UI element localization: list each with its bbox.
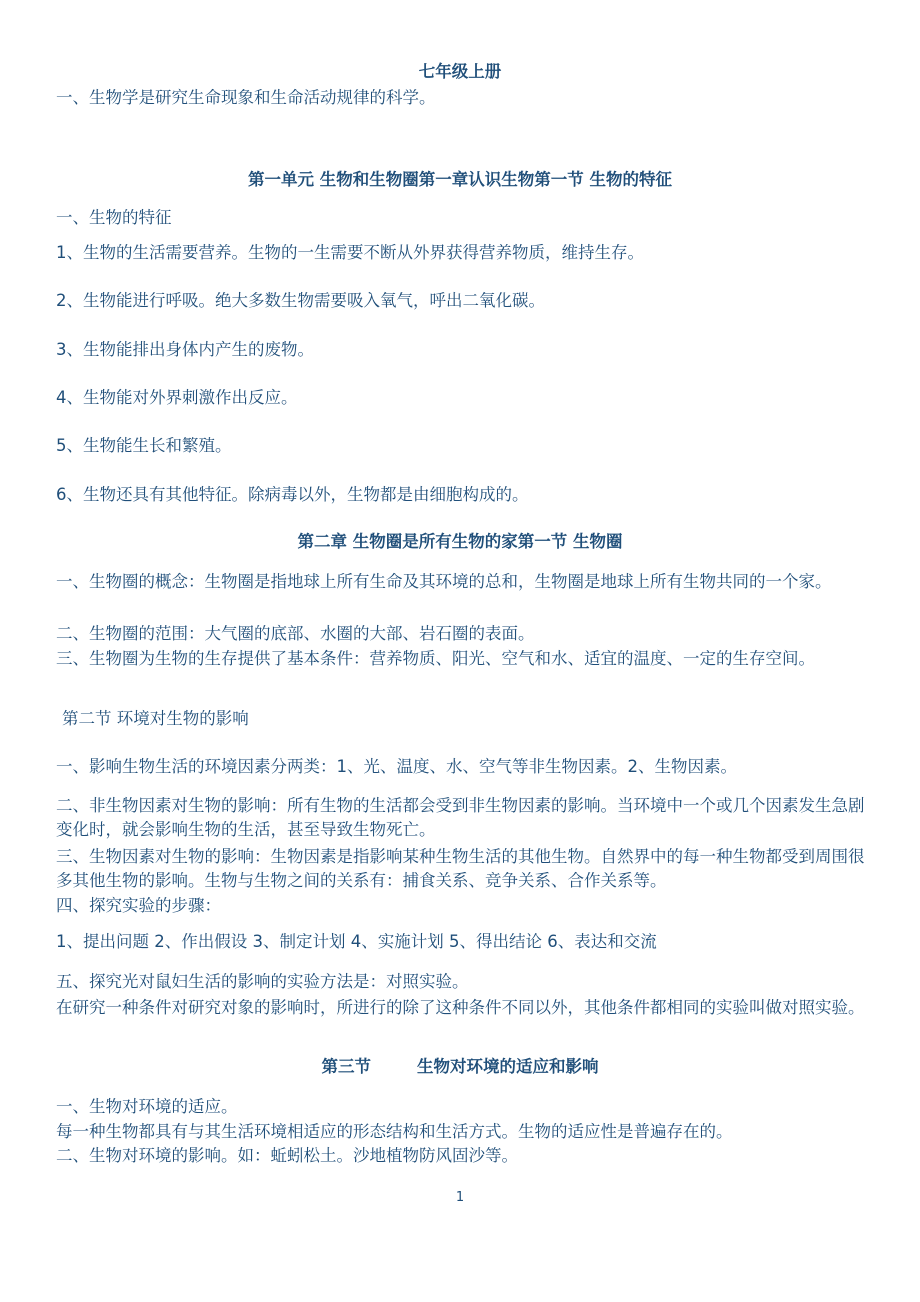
list-item: 5、生物能生长和繁殖。 [56, 436, 232, 455]
section2-paragraph-5: 1、提出问题 2、作出假设 3、制定计划 4、实施计划 5、得出结论 6、表达和交流 [56, 932, 657, 951]
list-item: 2、生物能进行呼吸。绝大多数生物需要吸入氧气，呼出二氧化碳。 [56, 291, 545, 310]
section2-heading: 第二节 环境对生物的影响 [62, 709, 249, 728]
section3-heading: 第三节 生物对环境的适应和影响 [321, 1057, 599, 1076]
section3-paragraph-2: 每一种生物都具有与其生活环境相适应的形态结构和生活方式。生物的适应性是普遍存在的。 [56, 1122, 733, 1141]
unit1-subheading: 一、生物的特征 [56, 208, 172, 227]
page-title: 七年级上册 [418, 62, 502, 81]
chapter2-paragraph-1: 一、生物圈的概念：生物圈是指地球上所有生命及其环境的总和，生物圈是地球上所有生物共同的一个家。 [56, 572, 832, 591]
list-item: 6、生物还具有其他特征。除病毒以外，生物都是由细胞构成的。 [56, 485, 529, 504]
section2-paragraph-4: 四、探究实验的步骤： [56, 896, 221, 915]
list-item: 3、生物能排出身体内产生的废物。 [56, 340, 314, 359]
section2-paragraph-1: 一、影响生物生活的环境因素分两类：1、光、温度、水、空气等非生物因素。2、生物因素。 [56, 757, 737, 776]
unit1-heading: 第一单元 生物和生物圈第一章认识生物第一节 生物的特征 [248, 170, 672, 189]
section3-paragraph-3: 二、生物对环境的影响。如：蚯蚓松土。沙地植物防风固沙等。 [56, 1146, 518, 1165]
list-item: 1、生物的生活需要营养。生物的一生需要不断从外界获得营养物质，维持生存。 [56, 243, 644, 262]
section2-paragraph-3: 三、生物因素对生物的影响：生物因素是指影响某种生物生活的其他生物。自然界中的每一种生物都受到周围很多其他生物的影响。生物与生物之间的关系有：捕食关系、竞争关系、合作关系等。 [56, 847, 865, 890]
page-number: 1 [455, 1190, 465, 1205]
section3-paragraph-1: 一、生物对环境的适应。 [56, 1097, 238, 1116]
section2-paragraph-7: 在研究一种条件对研究对象的影响时，所进行的除了这种条件不同以外，其他条件都相同的实验叫做对照实验。 [56, 998, 865, 1017]
list-item: 4、生物能对外界刺激作出反应。 [56, 388, 298, 407]
chapter2-heading: 第二章 生物圈是所有生物的家第一节 生物圈 [297, 532, 623, 551]
section2-paragraph-6: 五、探究光对鼠妇生活的影响的实验方法是：对照实验。 [56, 972, 469, 991]
chapter2-paragraph-2: 二、生物圈的范围：大气圈的底部、水圈的大部、岩石圈的表面。 [56, 624, 535, 643]
chapter2-paragraph-3: 三、生物圈为生物的生存提供了基本条件：营养物质、阳光、空气和水、适宜的温度、一定的生存空间。 [56, 649, 815, 668]
section2-paragraph-2: 二、非生物因素对生物的影响：所有生物的生活都会受到非生物因素的影响。当环境中一个或几个因素发生急剧变化时，就会影响生物的生活，甚至导致生物死亡。 [56, 796, 865, 839]
intro-text: 一、生物学是研究生命现象和生命活动规律的科学。 [56, 88, 436, 107]
